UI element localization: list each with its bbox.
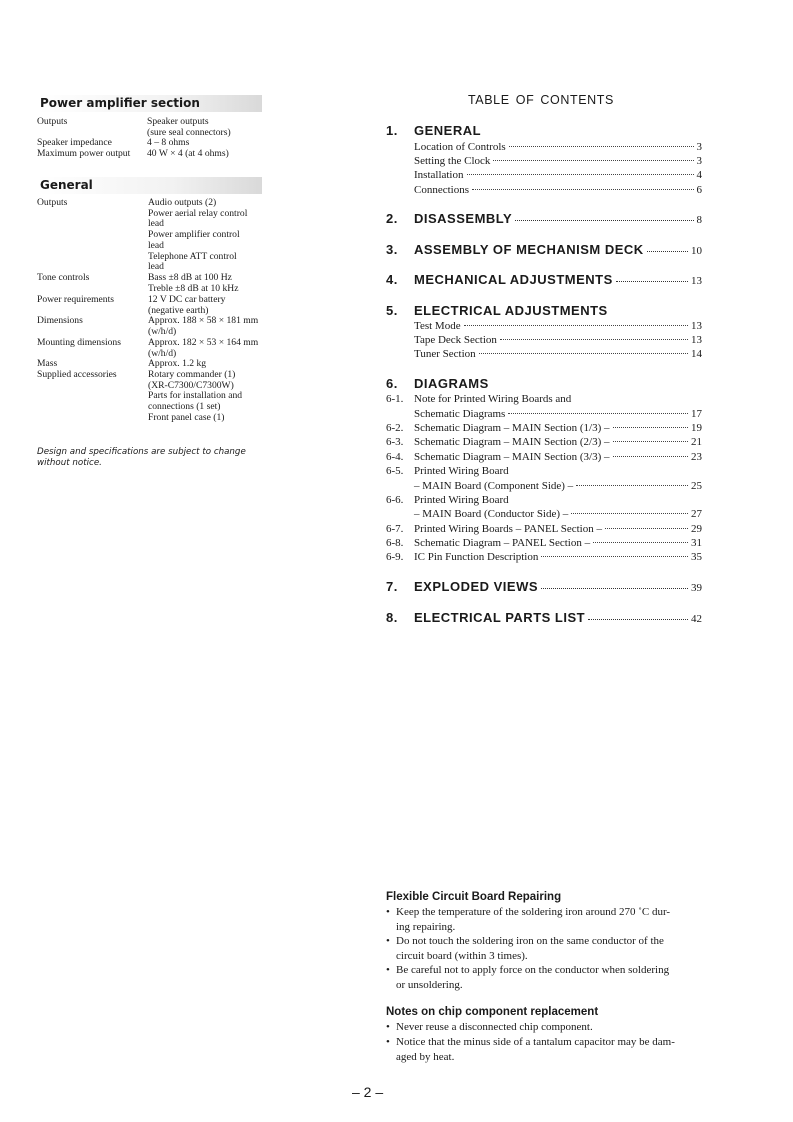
dot-leader	[467, 174, 694, 175]
spec-label: Power requirements	[37, 294, 114, 305]
spec-value: Power amplifier control	[148, 229, 240, 241]
section-number: 2.	[386, 211, 398, 226]
bullet-item	[386, 1035, 703, 1064]
spec-label: Dimensions	[37, 315, 83, 326]
spec-value: Approx. 1.2 kg	[148, 358, 207, 369]
spec-row	[37, 295, 225, 316]
dot-leader	[647, 251, 688, 252]
dot-leader	[464, 325, 688, 326]
dot-leader	[509, 146, 694, 147]
section-number: 1.	[386, 123, 398, 138]
page-ref: 39	[691, 582, 702, 594]
toc-item	[386, 522, 702, 536]
page-ref: 17	[691, 408, 702, 420]
spec-value: Rotary commander (1)	[148, 369, 236, 380]
toc-item	[386, 140, 702, 154]
section-title: DIAGRAMS	[414, 376, 489, 391]
bullet-text	[396, 1020, 703, 1035]
spec-value: 40 W × 4 (at 4 ohms)	[147, 148, 229, 159]
dot-leader	[605, 528, 688, 529]
bullet-item	[386, 934, 703, 963]
dot-leader	[541, 588, 688, 589]
page-ref: 6	[696, 184, 702, 196]
item-number: 6-6.	[386, 494, 404, 506]
spec-value: Front panel case (1)	[148, 411, 225, 423]
page-ref: 31	[691, 537, 702, 549]
toc-item	[386, 450, 702, 464]
page-ref: 13	[691, 320, 702, 332]
toc-item	[386, 479, 702, 493]
spec-values	[147, 149, 229, 160]
disclaimer-line: without notice.	[37, 458, 102, 468]
spec-value: (w/h/d)	[148, 325, 177, 337]
spec-values	[148, 295, 225, 316]
toc-item	[386, 464, 702, 478]
toc-section-heading	[386, 376, 702, 392]
page-ref: 3	[696, 155, 702, 167]
toc-section-heading	[386, 303, 702, 319]
section-number: 8.	[386, 610, 398, 625]
spec-label: Mass	[37, 358, 58, 369]
toc-item	[386, 407, 702, 421]
item-number: 6-5.	[386, 465, 404, 477]
section-number: 7.	[386, 579, 398, 594]
toc-item	[386, 550, 702, 564]
item-number: 6-4.	[386, 451, 404, 463]
dot-leader	[616, 281, 688, 282]
toc-section-heading	[386, 610, 702, 626]
spec-values	[148, 316, 258, 337]
item-title: – MAIN Board (Component Side) –	[414, 480, 574, 492]
spec-row	[37, 316, 258, 337]
spec-value: Audio outputs (2)	[148, 197, 217, 208]
item-number: 6-9.	[386, 551, 404, 563]
section-title: EXPLODED VIEWS	[414, 579, 539, 594]
toc-item	[386, 392, 702, 406]
item-title: Note for Printed Wiring Boards and	[414, 393, 572, 405]
page-ref: 13	[691, 334, 702, 346]
bullet-line: Do not touch the soldering iron on the same conductor of the	[396, 935, 664, 947]
spec-value: Treble ±8 dB at 10 kHz	[148, 282, 239, 294]
spec-value: lead	[148, 261, 164, 273]
section-number: 6.	[386, 376, 398, 391]
toc-item	[386, 154, 702, 168]
bullet-line: or unsoldering.	[396, 978, 463, 991]
bullet-text	[396, 963, 703, 992]
spec-value: 4 – 8 ohms	[147, 137, 190, 148]
dot-leader	[541, 556, 688, 557]
item-number: 6-7.	[386, 523, 404, 535]
page-ref: 23	[691, 451, 702, 463]
dot-leader	[500, 339, 688, 340]
spec-value: Approx. 188 × 58 × 181 mm	[148, 315, 259, 326]
bullet-line: Be careful not to apply force on the conductor when soldering	[396, 964, 670, 976]
toc-item	[386, 435, 702, 449]
bullet-dot: •	[386, 1036, 390, 1048]
spec-row	[37, 338, 258, 359]
item-title: Schematic Diagram – MAIN Section (1/3) –	[414, 422, 610, 434]
power-amplifier-heading: Power amplifier section	[37, 95, 262, 112]
toc-item	[386, 536, 702, 550]
toc-item	[386, 347, 702, 361]
page-ref: 19	[691, 422, 702, 434]
item-title: Printed Wiring Boards – PANEL Section –	[414, 523, 602, 535]
item-number: 6-3.	[386, 436, 404, 448]
item-title: Printed Wiring Board	[414, 494, 509, 506]
spec-value: (w/h/d)	[148, 347, 177, 359]
page-ref: 25	[691, 480, 702, 492]
dot-leader	[613, 441, 688, 442]
section-number: 5.	[386, 303, 398, 318]
item-number: 6-8.	[386, 537, 404, 549]
toc-section-heading	[386, 272, 702, 288]
bullet-line: circuit board (within 3 times).	[396, 949, 528, 962]
dot-leader	[571, 513, 688, 514]
dot-leader	[508, 413, 688, 414]
spec-row	[37, 117, 231, 138]
bullet-item	[386, 905, 703, 934]
bullet-line: Never reuse a disconnected chip component.	[396, 1021, 593, 1033]
page-ref: 3	[696, 141, 702, 153]
spec-row	[37, 149, 229, 160]
spec-value: Approx. 182 × 53 × 164 mm	[148, 337, 259, 348]
item-title: Schematic Diagram – MAIN Section (3/3) –	[414, 451, 610, 463]
toc-section-heading	[386, 123, 702, 139]
item-title: Connections	[414, 184, 469, 196]
toc-section-heading	[386, 211, 702, 227]
toc-item	[386, 183, 702, 197]
spec-label: Mounting dimensions	[37, 337, 121, 348]
section-title: ELECTRICAL ADJUSTMENTS	[414, 303, 608, 318]
spec-row	[37, 273, 238, 294]
item-title: Schematic Diagrams	[414, 408, 506, 420]
spec-label: Outputs	[37, 116, 68, 127]
item-title: Printed Wiring Board	[414, 465, 509, 477]
page-ref: 4	[696, 169, 702, 181]
page-ref: 13	[691, 275, 702, 287]
spec-value: 12 V DC car battery	[148, 294, 226, 305]
bullet-line: ing repairing.	[396, 920, 456, 933]
section-title: ASSEMBLY OF MECHANISM DECK	[414, 242, 644, 257]
specs-disclaimer	[37, 447, 267, 469]
item-number: 6-1.	[386, 393, 404, 405]
spec-values	[148, 273, 238, 294]
dot-leader	[576, 485, 688, 486]
bullet-item	[386, 963, 703, 992]
spec-values	[148, 198, 247, 273]
section-number: 3.	[386, 242, 398, 257]
item-title: Location of Controls	[414, 141, 506, 153]
spec-label: Supplied accessories	[37, 369, 117, 380]
item-title: Tuner Section	[414, 348, 476, 360]
page-ref: 14	[691, 348, 702, 360]
toc-title: TABLE OF CONTENTS	[468, 93, 614, 107]
spec-value: (negative earth)	[148, 304, 209, 316]
bullet-dot: •	[386, 964, 390, 976]
bullet-line: Keep the temperature of the soldering iron around 270 ˚C dur-	[396, 906, 671, 918]
spec-label: Speaker impedance	[37, 137, 112, 148]
page-ref: 27	[691, 508, 702, 520]
page-ref: 10	[691, 245, 702, 257]
dot-leader	[479, 353, 688, 354]
spec-label: Outputs	[37, 197, 68, 208]
page-ref: 21	[691, 436, 702, 448]
spec-value: Speaker outputs	[147, 116, 209, 127]
spec-value: Power aerial relay control	[148, 207, 248, 219]
spec-value: Telephone ATT control	[148, 250, 237, 262]
bullet-text	[396, 934, 703, 963]
spec-row	[37, 198, 247, 273]
toc-item	[386, 493, 702, 507]
spec-value: (sure seal connectors)	[147, 126, 231, 138]
spec-values	[148, 370, 242, 424]
toc-item	[386, 421, 702, 435]
dot-leader	[588, 619, 688, 620]
spec-value: Parts for installation and	[148, 390, 243, 402]
section-title: GENERAL	[414, 123, 482, 138]
item-number: 6-2.	[386, 422, 404, 434]
dot-leader	[472, 189, 694, 190]
item-title: Setting the Clock	[414, 155, 491, 167]
section-number: 4.	[386, 272, 398, 287]
general-heading: General	[37, 177, 262, 194]
page-number: – 2 –	[352, 1084, 384, 1100]
spec-label: Maximum power output	[37, 148, 131, 159]
toc-item	[386, 507, 702, 521]
bullet-text	[396, 905, 703, 934]
toc-section-heading	[386, 579, 702, 595]
chip-replacement-heading: Notes on chip component replacement	[386, 1006, 599, 1018]
toc-item	[386, 333, 702, 347]
item-title: IC Pin Function Description	[414, 551, 539, 563]
section-title: ELECTRICAL PARTS LIST	[414, 610, 586, 625]
bullet-dot: •	[386, 906, 390, 918]
toc-item	[386, 168, 702, 182]
dot-leader	[593, 542, 688, 543]
page-ref: 35	[691, 551, 702, 563]
bullet-text	[396, 1035, 703, 1064]
item-title: Test Mode	[414, 320, 461, 332]
page-ref: 29	[691, 523, 702, 535]
section-title: MECHANICAL ADJUSTMENTS	[414, 272, 613, 287]
spec-value: (XR-C7300/C7300W)	[148, 379, 234, 391]
spec-values	[148, 338, 258, 359]
page-ref: 8	[696, 214, 702, 226]
bullet-dot: •	[386, 1021, 390, 1033]
spec-values	[147, 117, 231, 138]
dot-leader	[613, 427, 688, 428]
spec-row	[37, 370, 242, 424]
item-title: Installation	[414, 169, 464, 181]
flexible-repair-heading: Flexible Circuit Board Repairing	[386, 891, 562, 903]
disclaimer-line: Design and specifications are subject to change	[37, 447, 246, 457]
spec-value: Bass ±8 dB at 100 Hz	[148, 272, 232, 283]
spec-value: connections (1 set)	[148, 401, 221, 413]
bullet-line: aged by heat.	[396, 1050, 455, 1063]
dot-leader	[515, 220, 693, 221]
bullet-item	[386, 1020, 703, 1035]
page-ref: 42	[691, 613, 702, 625]
bullet-dot: •	[386, 935, 390, 947]
toc-item	[386, 319, 702, 333]
dot-leader	[613, 456, 688, 457]
spec-value: lead	[148, 218, 164, 230]
dot-leader	[493, 160, 693, 161]
item-title: Schematic Diagram – PANEL Section –	[414, 537, 591, 549]
item-title: Tape Deck Section	[414, 334, 497, 346]
item-title: – MAIN Board (Conductor Side) –	[414, 508, 569, 520]
spec-value: lead	[148, 239, 164, 251]
item-title: Schematic Diagram – MAIN Section (2/3) –	[414, 436, 610, 448]
bullet-line: Notice that the minus side of a tantalum capacitor may be dam-	[396, 1036, 675, 1048]
section-title: DISASSEMBLY	[414, 211, 513, 226]
spec-label: Tone controls	[37, 272, 90, 283]
toc-section-heading	[386, 242, 702, 258]
